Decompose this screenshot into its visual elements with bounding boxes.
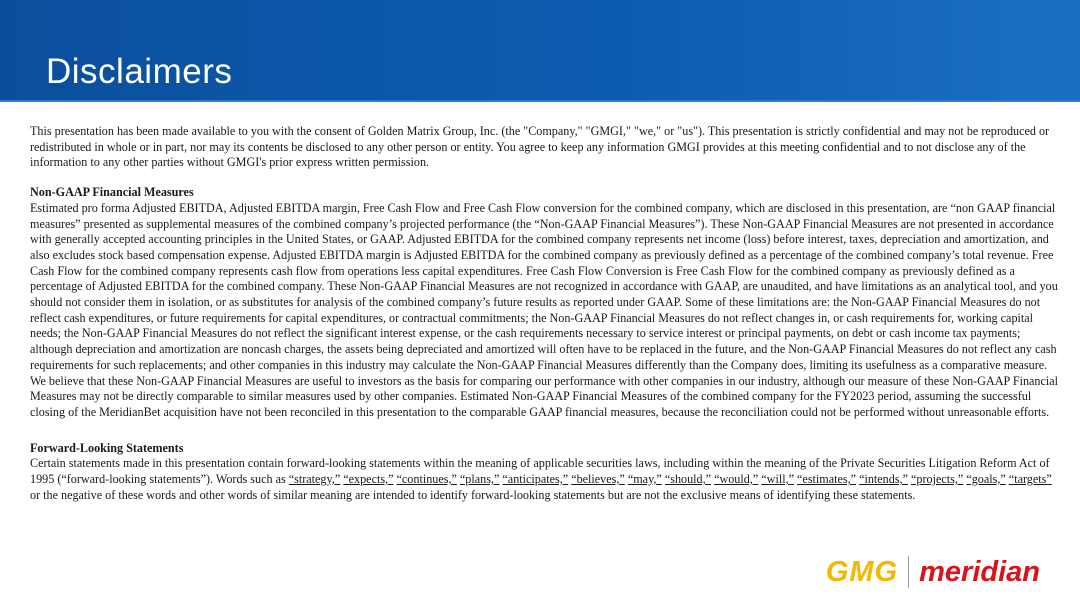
gmg-logo-text: GMG: [825, 555, 899, 588]
forward-looking-heading: Forward-Looking Statements: [30, 440, 184, 455]
term: “goals,”: [966, 472, 1006, 487]
intro-paragraph: This presentation has been made available to you with the consent of Golden Matrix Group, Inc. (the "Company," "GMGI," "we," or "us"). This presentation is strictly confidential and may not be reproduced or redistributed in whole or in part, nor may its contents be disclosed to any other person or entity. You agree to keep any information GMGI provides at this meeting confidential and to not disclose any of the information to any other parties without GMGI's prior express written permission.: [30, 124, 1050, 170]
term: “projects,”: [911, 472, 964, 487]
non-gaap-paragraph: Estimated pro forma Adjusted EBITDA, Adjusted EBITDA margin, Free Cash Flow and Free Cash Flow conversion for the combined company, which are disclosed in this presentation, are “non GAAP financial measures” presented as supplemental measures of the combined company’s projected performance (the “Non-GAAP Financial Measures”). These Non-GAAP Financial Measures are not presented in accordance with generally accepted accounting principles in the United States, or GAAP. Adjusted EBITDA for the combined company represents net income (loss) before interest, taxes, depreciation and amortization, and also excludes stock based compensation expense. Adjusted EBITDA margin is Adjusted EBITDA for the combined company as previously defined as a percentage of the combined company’s total revenue. Free Cash Flow for the combined company represents cash flow from operations less capital expenditures. Free Cash Flow Conversion is Free Cash Flow for the combined company as previously defined as a percentage of Adjusted EBITDA for the combined company. These Non-GAAP Financial Measures are not recognized in accordance with GAAP, are unaudited, and have limitations as an analytical tool, and you should not consider them in isolation, or as substitutes for analysis of the combined company’s future results as reported under GAAP. Some of these limitations are: the Non-GAAP Financial Measures do not reflect cash expenditures, or future requirements for capital expenditures, or contractual commitments; the Non-GAAP Financial Measures do not reflect changes in, or cash requirements for, working capital needs; the Non-GAAP Financial Measures do not reflect the significant interest expense, or the cash requirements necessary to service interest or principal payments, on debt or cash income tax payments; although depreciation and amortization are noncash charges, the assets being depreciated and amortized will often have to be replaced in the future, and the Non-GAAP Financial Measures do not reflect any cash requirements for such replacements; and other companies in this industry may calculate the Non-GAAP Financial Measures differently than the Company does, limiting its usefulness as a comparative measure. We believe that these Non-GAAP Financial Measures are useful to investors as the basis for comparing our performance with other companies in our industry, although our measure of these Non-GAAP Financial Measures may not be directly comparable to similar measures used by other companies. Estimated Non-GAAP Financial Measures of the combined company for the FY2023 period, assuming the successful closing of the MeridianBet acquisition have not been reconciled in this presentation to the comparable GAAP financial measures, because the reconciliation could not be performed without unreasonable efforts.: [30, 200, 1059, 419]
term: “should,”: [664, 472, 712, 487]
disclaimer-content: [30, 124, 1060, 503]
term: “may,”: [627, 472, 662, 487]
term: “anticipates,”: [502, 472, 569, 487]
term: “intends,”: [859, 472, 908, 487]
term: “would,”: [714, 472, 759, 487]
logo-divider: [908, 556, 909, 588]
term: “expects,”: [343, 472, 394, 487]
forward-looking-paragraph: [30, 456, 1060, 503]
forward-looking-lead: Certain statements made in this presentation contain forward-looking statements within the meaning of applicable securities laws, including within the meaning of the Private Securities Litigation Reform Act of 1995 (“forward-looking statements”). Words such as: [30, 456, 1050, 487]
term: “believes,”: [571, 472, 625, 487]
non-gaap-heading: Non-GAAP Financial Measures: [30, 185, 194, 200]
forward-looking-tail: or the negative of these words and other words of similar meaning are intended to identify forward-looking statements but are not the exclusive means of identifying these statements.: [30, 487, 916, 502]
meridian-logo-text: meridian: [919, 555, 1040, 588]
term: “will,”: [761, 472, 794, 487]
term: “plans,”: [459, 472, 500, 487]
company-logo: [826, 557, 1040, 587]
term: “estimates,”: [797, 472, 857, 487]
title-banner: [0, 0, 1080, 102]
term: “strategy,”: [288, 472, 341, 487]
term: “continues,”: [396, 472, 457, 487]
term: “targets”: [1008, 472, 1052, 487]
page-title: Disclaimers: [46, 52, 233, 91]
